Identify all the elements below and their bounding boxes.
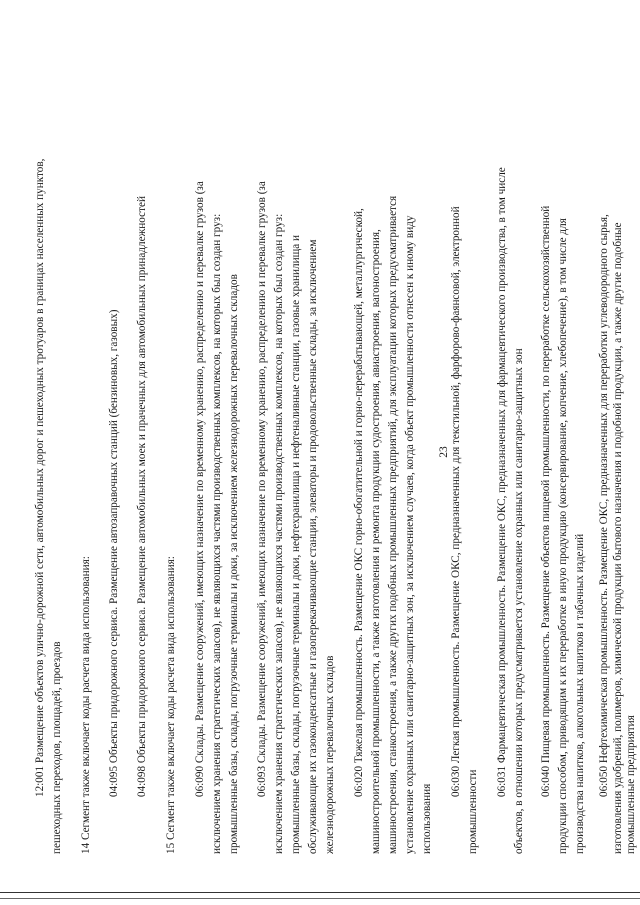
text-line: объектов, в отношении которых предусматривается установление охранных или санитарно-защитных зон (513, 348, 525, 854)
text-line: установление охранных или санитарно-защитных зон, за исключением случаев, когда объект промышленности отнесен к иному виду (404, 215, 416, 854)
text-line: 15 Сегмент также включает коды расчета вида использования: (165, 556, 177, 854)
text-line: машиностроительной промышленности, а также изготовления и ремонта продукции судостроения, авиастроения, вагоностроения, (370, 229, 382, 854)
text-line: пешеходных переходов, площадей, проездов (51, 641, 63, 854)
scan-edge-rule (0, 892, 640, 893)
page-number: 23 (438, 446, 450, 458)
text-line: промышленные базы, склады, погрузочные терминалы и доки, нефтехранилища и нефтеналивные станции, газовые хранилища и (290, 235, 302, 854)
text-line: 06:040 Пищевая промышленность. Размещение объектов пищевой промышленности, по переработке сельскохозяйственной (540, 205, 552, 797)
text-line: 06:090 Склады. Размещение сооружений, имеющих назначение по временному хранению, распределению и перевалке грузов (за (194, 181, 206, 797)
text-line: промышленности (467, 769, 479, 854)
text-line: исключением хранения стратегических запасов), не являющихся частями производственных комплексов, на которых был создан груз: (273, 213, 285, 854)
text-line: машиностроения, станкостроения, а также других подобных промышленных предприятий, для эксплуатации которых предусматривается (387, 195, 399, 854)
text-line: 04:095 Объекты придорожного сервиса. Размещение автозаправочных станций (бензиновых, газовых) (108, 309, 120, 797)
text-line: железнодорожных перевалочных складов (324, 655, 336, 854)
text-line: 06:093 Склады. Размещение сооружений, имеющих назначение по временному хранению, распределению и перевалке грузов (за (256, 181, 268, 797)
text-line: 06:030 Легкая промышленность. Размещение ОКС, предназначенных для текстильной, фарфорово-фаянсовой, электронной (450, 206, 462, 797)
text-line: 06:020 Тяжелая промышленность. Размещение ОКС горно-обогатительной и горно-перерабатывающей, металлургической, (353, 208, 365, 797)
text-line: 06:050 Нефтехимическая промышленность. Размещение ОКС, предназначенных для переработки углеводородного сырья, (598, 214, 610, 797)
text-line: 04:098 Объекты придорожного сервиса. Размещение автомобильных моек и прачечных для автомобильных принадлежностей (136, 196, 148, 797)
text-line: продукции способом, приводящим к их переработке в иную продукцию (консервирование, копчение, хлебопечение), в том числе для (557, 218, 569, 854)
text-line: исключением хранения стратегических запасов), не являющихся частями производственных комплексов, на которых был создан груз: (211, 213, 223, 854)
text-line: производства напитков, алкогольных напитков и табачных изделий (574, 533, 586, 854)
text-line: использования (421, 783, 433, 854)
text-line: обслуживающие их газоконденсатные и газоперекачивающие станции, элеваторы и продовольственные склады, за исключением (307, 239, 319, 854)
text-line: изготовления удобрений, полимеров, химической продукции бытового назначения и подобной продукции, а также другие подобные (612, 222, 624, 854)
text-line: промышленные базы, склады, погрузочные терминалы и доки, за исключением железнодорожных перевалочных складов (228, 274, 240, 854)
scan-edge-rule-secondary (0, 898, 640, 899)
text-line: 06:031 Фармацевтическая промышленность. Размещение ОКС, предназначенных для фармацевтического производства, в том числе (496, 167, 508, 797)
text-line: промышленные предприятия (625, 715, 637, 854)
text-line: 14 Сегмент также включает коды расчета вида использования: (80, 556, 92, 854)
rotated-document-page (20, 12, 637, 892)
text-line: 12:001 Размещение объектов улично-дорожной сети, автомобильных дорог и пешеходных тротуаров в границах населенных пунктов, (34, 158, 46, 797)
